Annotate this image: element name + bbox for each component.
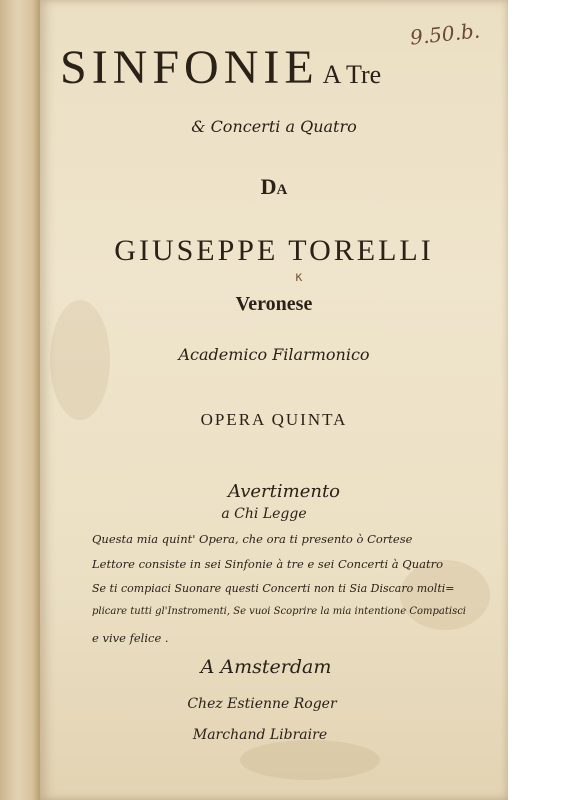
- notice-line: Se ti compiaci Suonare questi Concerti non ti Sia Discaro molti=: [92, 582, 455, 595]
- pencil-mark: κ: [295, 270, 303, 285]
- composer-affiliation: Academico Filarmonico: [178, 345, 370, 364]
- subtitle: & Concerti a Quatro: [191, 117, 357, 136]
- title-page: [40, 0, 508, 800]
- imprint-role: Marchand Libraire: [192, 727, 328, 743]
- title-suffix: A Tre: [322, 60, 382, 89]
- imprint-place: A Amsterdam: [200, 656, 332, 678]
- notice-line: Lettore consiste in sei Sinfonie à tre e sei Concerti à Quatro: [92, 557, 444, 571]
- notice-line: plicare tutti gl'Instromenti, Se vuoi Scoprire la mia intentione Compatisci: [92, 606, 466, 617]
- notice-line: Questa mia quint' Opera, che ora ti presento ò Cortese: [92, 532, 413, 546]
- composer-name: GIUSEPPE TORELLI: [114, 234, 434, 267]
- paper-stain: [240, 740, 380, 780]
- work-title: [60, 40, 381, 95]
- notice-subheading: a Chi Legge: [221, 506, 307, 522]
- shelfmark-annotation: 9.50.b.: [408, 18, 482, 50]
- composer-origin: Veronese: [235, 293, 313, 315]
- title-main: SINFONIE: [60, 41, 319, 94]
- by-line: Da: [260, 174, 288, 199]
- book-spine-edge: [0, 0, 40, 800]
- opus-number: OPERA QUINTA: [200, 410, 348, 429]
- imprint-publisher: Chez Estienne Roger: [187, 696, 337, 712]
- notice-line: e vive felice .: [92, 631, 169, 645]
- notice-heading: Avertimento: [227, 481, 341, 502]
